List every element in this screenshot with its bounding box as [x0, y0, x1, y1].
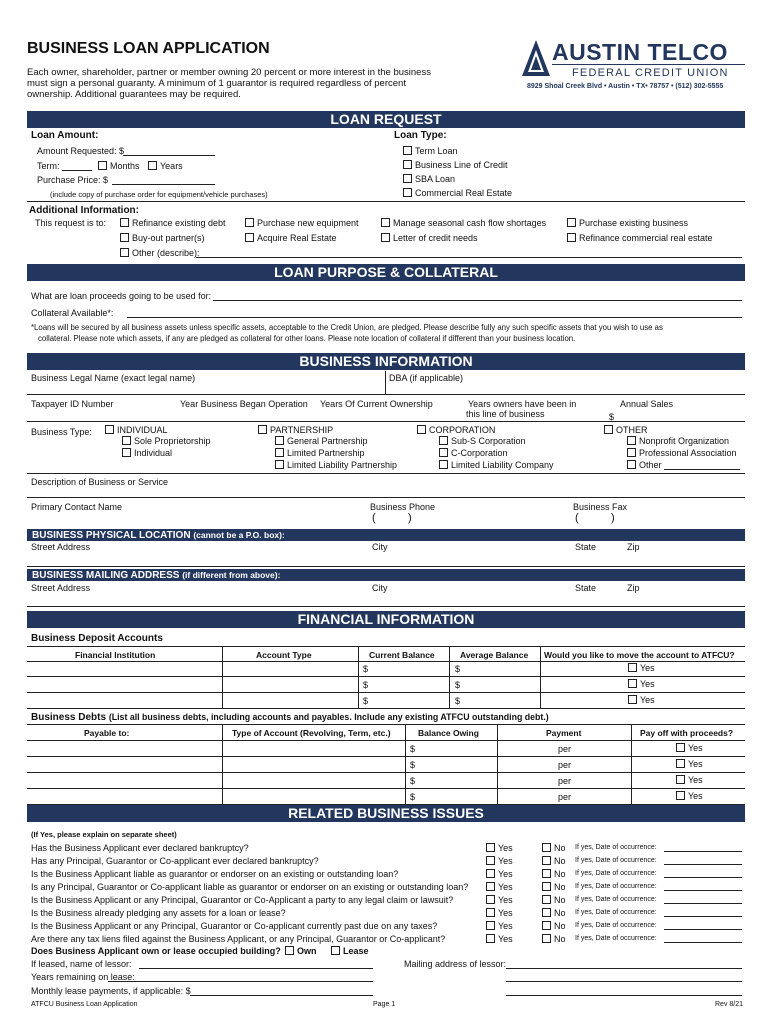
checkbox-icon[interactable]: [676, 791, 685, 800]
checkbox-icon[interactable]: [542, 882, 551, 891]
business-description-field[interactable]: [27, 497, 745, 498]
checkbox-icon[interactable]: [567, 233, 576, 242]
related-yes-option[interactable]: Yes: [486, 934, 513, 944]
checkbox-icon[interactable]: [486, 895, 495, 904]
checkbox-icon[interactable]: [486, 908, 495, 917]
years-owners-label-2: this line of business: [466, 409, 545, 419]
date-occurrence-field[interactable]: [664, 890, 742, 891]
dep-row2-average[interactable]: $: [455, 680, 461, 690]
checkbox-icon[interactable]: [542, 908, 551, 917]
date-occurrence-field[interactable]: [664, 916, 742, 917]
col-balance-owing: Balance Owing: [418, 728, 479, 738]
lessor-address-field[interactable]: [506, 968, 742, 969]
term-label: Term:: [37, 161, 60, 171]
type-individual[interactable]: INDIVIDUAL: [105, 425, 168, 435]
financial-info-band: FINANCIAL INFORMATION: [27, 611, 745, 628]
checkbox-icon[interactable]: [542, 856, 551, 865]
debt-row4-payoff[interactable]: Yes: [676, 791, 703, 801]
date-occurrence-field[interactable]: [664, 929, 742, 930]
checkbox-icon[interactable]: [122, 436, 131, 445]
phone-paren-close: ): [408, 512, 412, 524]
checkbox-icon[interactable]: [676, 775, 685, 784]
related-no-option[interactable]: No: [542, 908, 566, 918]
related-yes-option[interactable]: Yes: [486, 895, 513, 905]
related-no-option[interactable]: No: [542, 856, 566, 866]
physical-address-field[interactable]: [27, 566, 745, 567]
years-remaining-field[interactable]: [108, 981, 373, 982]
dep-row1-current[interactable]: $: [363, 664, 369, 674]
intro-line-2: must sign a personal guaranty. A minimum of 1 guarantor is required regardless of percent: [27, 78, 406, 89]
debt-row1-per: per: [558, 744, 572, 754]
opt-buyout[interactable]: Buy-out partner(s): [120, 233, 205, 243]
checkbox-icon[interactable]: [245, 218, 254, 227]
business-phone-label: Business Phone: [370, 502, 436, 512]
term-field[interactable]: [62, 170, 92, 171]
checkbox-icon[interactable]: [120, 233, 129, 242]
date-occurrence-label: If yes, Date of occurrence:: [575, 870, 657, 877]
checkbox-icon[interactable]: [542, 895, 551, 904]
mailing-address-band: BUSINESS MAILING ADDRESS (if different from above):: [27, 569, 745, 581]
collateral-field[interactable]: [127, 317, 742, 318]
mailing-state-label: State: [575, 583, 597, 593]
proceeds-question: What are loan proceeds going to be used for:: [31, 291, 212, 301]
checkbox-icon[interactable]: [628, 679, 637, 688]
checkbox-icon[interactable]: [381, 218, 390, 227]
date-occurrence-label: If yes, Date of occurrence:: [575, 844, 657, 851]
checkbox-icon[interactable]: [122, 448, 131, 457]
checkbox-icon[interactable]: [542, 843, 551, 852]
related-question-text: Is the Business already pledging any assets for a loan or lease?: [31, 908, 286, 918]
type-llp[interactable]: Limited Liability Partnership: [275, 460, 397, 470]
years-checkbox[interactable]: [148, 161, 157, 170]
footer-form-name: ATFCU Business Loan Application: [31, 1001, 138, 1008]
type-subs[interactable]: Sub-S Corporation: [439, 436, 526, 446]
own-option[interactable]: Own: [285, 946, 317, 956]
opt-letter-credit[interactable]: Letter of credit needs: [381, 233, 478, 243]
related-yes-option[interactable]: Yes: [486, 882, 513, 892]
date-occurrence-field[interactable]: [664, 903, 742, 904]
col-type-of-account: Type of Account (Revolving, Term, etc.): [232, 728, 391, 738]
term-years-option[interactable]: Years: [148, 161, 183, 171]
loan-amount-heading: Loan Amount:: [31, 130, 99, 141]
date-occurrence-field[interactable]: [664, 864, 742, 865]
related-yes-option[interactable]: Yes: [486, 869, 513, 879]
physical-zip-label: Zip: [627, 542, 640, 552]
other-describe-field[interactable]: [196, 257, 742, 258]
type-prof-assoc[interactable]: Professional Association: [627, 448, 737, 458]
debt-row2-payoff[interactable]: Yes: [676, 759, 703, 769]
checkbox-icon[interactable]: [258, 425, 267, 434]
dep-row1-average[interactable]: $: [455, 664, 461, 674]
date-occurrence-label: If yes, Date of occurrence:: [575, 922, 657, 929]
checkbox-icon[interactable]: [627, 448, 636, 457]
col-payment: Payment: [546, 728, 582, 738]
checkbox-icon[interactable]: [486, 856, 495, 865]
date-occurrence-field[interactable]: [664, 851, 742, 852]
related-question-text: Has the Business Applicant ever declared bankruptcy?: [31, 843, 249, 853]
checkbox-icon[interactable]: [542, 921, 551, 930]
checkbox-icon[interactable]: [403, 174, 412, 183]
checkbox-icon[interactable]: [105, 425, 114, 434]
year-began-label: Year Business Began Operation: [180, 399, 308, 409]
opt-real-estate[interactable]: Acquire Real Estate: [245, 233, 337, 243]
checkbox-icon[interactable]: [486, 934, 495, 943]
related-question-text: Is the Business Applicant liable as guarantor or endorser on an existing or outstanding loan?: [31, 869, 399, 879]
related-no-option[interactable]: No: [542, 895, 566, 905]
debt-row3-per: per: [558, 776, 572, 786]
related-yes-option[interactable]: Yes: [486, 908, 513, 918]
col-financial-institution: Financial Institution: [75, 650, 156, 660]
loan-type-term[interactable]: Term Loan: [403, 146, 458, 156]
logo-name: AUSTIN TELCO: [552, 39, 728, 65]
logo-address: 8929 Shoal Creek Blvd • Austin • TX• 78757 • (512) 302-5555: [527, 83, 724, 90]
loan-type-sba[interactable]: SBA Loan: [403, 174, 455, 184]
physical-city-label: City: [372, 542, 388, 552]
checkbox-icon[interactable]: [403, 188, 412, 197]
opt-new-equipment[interactable]: Purchase new equipment: [245, 218, 359, 228]
checkbox-icon[interactable]: [439, 436, 448, 445]
related-no-option[interactable]: No: [542, 921, 566, 931]
business-info-band: BUSINESS INFORMATION: [27, 353, 745, 370]
loan-request-band: LOAN REQUEST: [27, 111, 745, 128]
checkbox-icon[interactable]: [285, 946, 294, 955]
type-general-partnership[interactable]: General Partnership: [275, 436, 368, 446]
opt-seasonal-cash[interactable]: Manage seasonal cash flow shortages: [381, 218, 546, 228]
purchase-order-note: (include copy of purchase order for equipment/vehicle purchases): [50, 190, 268, 199]
debt-row3-payoff[interactable]: Yes: [676, 775, 703, 785]
related-yes-option[interactable]: Yes: [486, 856, 513, 866]
related-question-text: Are there any tax liens filed against the Business Applicant, or any Principal, Guarantor or Co-applicant?: [31, 934, 446, 944]
deposit-accounts-heading: Business Deposit Accounts: [31, 633, 163, 644]
date-occurrence-field[interactable]: [664, 877, 742, 878]
checkbox-icon[interactable]: [275, 436, 284, 445]
primary-contact-label: Primary Contact Name: [31, 502, 123, 512]
dba-label: DBA (if applicable): [389, 373, 464, 383]
col-move-account: Would you like to move the account to ATFCU?: [544, 650, 735, 660]
opt-other[interactable]: Other (describe):: [120, 248, 200, 258]
collateral-note-1: *Loans will be secured by all business assets unless specific assets, acceptable to the Credit Union, are pledged. Please describe fully any such specific assets that you wish to use as: [31, 323, 663, 332]
checkbox-icon[interactable]: [486, 882, 495, 891]
tax-id-label: Taxpayer ID Number: [31, 399, 114, 409]
lessor-address-field-3[interactable]: [506, 995, 742, 996]
col-average-balance: Average Balance: [460, 650, 529, 660]
date-occurrence-label: If yes, Date of occurrence:: [575, 909, 657, 916]
physical-state-label: State: [575, 542, 597, 552]
loan-type-cre[interactable]: Commercial Real Estate: [403, 188, 512, 198]
debt-row1-balance[interactable]: $: [410, 744, 416, 754]
collateral-note-2: collateral. Please note which assets, if any are pledged as collateral for other loans. Please note location of collateral if different than your business location.: [38, 334, 576, 343]
additional-info-heading: Additional Information:: [29, 205, 139, 216]
loan-type-heading: Loan Type:: [394, 130, 447, 141]
collateral-question: Collateral Available*:: [31, 308, 114, 318]
type-llc[interactable]: Limited Liability Company: [439, 460, 554, 470]
months-checkbox[interactable]: [98, 161, 107, 170]
col-current-balance: Current Balance: [369, 650, 435, 660]
loan-type-loc[interactable]: Business Line of Credit: [403, 160, 508, 170]
checkbox-icon[interactable]: [381, 233, 390, 242]
checkbox-icon[interactable]: [403, 146, 412, 155]
checkbox-icon[interactable]: [120, 248, 129, 257]
lessor-name-field[interactable]: [139, 968, 373, 969]
checkbox-icon[interactable]: [628, 663, 637, 672]
checkbox-icon[interactable]: [604, 425, 613, 434]
dep-row2-move[interactable]: Yes: [628, 679, 655, 689]
col-payable-to: Payable to:: [84, 728, 130, 738]
date-occurrence-label: If yes, Date of occurrence:: [575, 883, 657, 890]
type-limited-partnership[interactable]: Limited Partnership: [275, 448, 365, 458]
checkbox-icon[interactable]: [567, 218, 576, 227]
related-question-text: Is any Principal, Guarantor or Co-applicant liable as guarantor or endorser on an existing or outstanding loan?: [31, 882, 469, 892]
business-description-label: Description of Business or Service: [31, 477, 169, 487]
dep-row3-move[interactable]: Yes: [628, 695, 655, 705]
amount-requested-label: Amount Requested: $: [37, 146, 125, 156]
related-question-text: Has any Principal, Guarantor or Co-applicant ever declared bankruptcy?: [31, 856, 319, 866]
debt-row4-per: per: [558, 792, 572, 802]
checkbox-icon[interactable]: [486, 869, 495, 878]
checkbox-icon[interactable]: [628, 695, 637, 704]
lessor-address-label: Mailing address of lessor:: [404, 959, 507, 969]
related-note: (If Yes, please explain on separate sheet): [31, 830, 177, 839]
mailing-city-label: City: [372, 583, 388, 593]
lease-option[interactable]: Lease: [331, 946, 369, 956]
checkbox-icon[interactable]: [275, 460, 284, 469]
checkbox-icon[interactable]: [439, 448, 448, 457]
checkbox-icon[interactable]: [627, 460, 636, 469]
type-partnership[interactable]: PARTNERSHIP: [258, 425, 333, 435]
business-debts-heading: Business Debts (List all business debts, including accounts and payables. Include any existing ATFCU outstanding debt.): [31, 712, 549, 723]
opt-refinance-debt[interactable]: Refinance existing debt: [120, 218, 226, 228]
years-remaining-label: Years remaining on lease:: [31, 972, 135, 982]
physical-location-band: BUSINESS PHYSICAL LOCATION (cannot be a P.O. box):: [27, 529, 745, 541]
checkbox-icon[interactable]: [542, 869, 551, 878]
annual-sales-label: Annual Sales: [620, 399, 674, 409]
fax-paren-open: (: [575, 512, 579, 524]
checkbox-icon[interactable]: [275, 448, 284, 457]
debt-row3-balance[interactable]: $: [410, 776, 416, 786]
checkbox-icon[interactable]: [439, 460, 448, 469]
legal-name-label: Business Legal Name (exact legal name): [31, 373, 196, 383]
proceeds-field[interactable]: [213, 300, 742, 301]
dep-row3-average[interactable]: $: [455, 696, 461, 706]
type-other-2[interactable]: Other: [627, 460, 662, 470]
business-type-label: Business Type:: [31, 427, 92, 437]
lessor-address-field-2[interactable]: [506, 981, 742, 982]
checkbox-icon[interactable]: [403, 160, 412, 169]
mailing-address-field[interactable]: [27, 606, 745, 607]
type-ccorp[interactable]: C-Corporation: [439, 448, 508, 458]
footer-page-number: Page 1: [373, 1001, 396, 1008]
type-sole-prop[interactable]: Sole Proprietorship: [122, 436, 211, 446]
related-no-option[interactable]: No: [542, 934, 566, 944]
dep-row2-current[interactable]: $: [363, 680, 369, 690]
own-lease-question: Does Business Applicant own or lease occupied building?: [31, 946, 281, 956]
related-question-text: Is the Business Applicant or any Principal, Guarantor or Co-Applicant a party to any legal claim or lawsuit?: [31, 895, 454, 905]
atfcu-logo-icon: [522, 40, 550, 76]
type-corporation[interactable]: CORPORATION: [417, 425, 495, 435]
page-title: BUSINESS LOAN APPLICATION: [27, 40, 270, 57]
related-no-option[interactable]: No: [542, 882, 566, 892]
amount-requested-field[interactable]: [123, 155, 215, 156]
dep-row1-move[interactable]: Yes: [628, 663, 655, 673]
checkbox-icon[interactable]: [417, 425, 426, 434]
monthly-payments-label: Monthly lease payments, if applicable: $: [31, 986, 191, 996]
request-is-to-label: This request is to:: [35, 218, 107, 228]
loan-purpose-band: LOAN PURPOSE & COLLATERAL: [27, 264, 745, 281]
debt-row1-payoff[interactable]: Yes: [676, 743, 703, 753]
years-ownership-label: Years Of Current Ownership: [320, 399, 433, 409]
annual-sales-dollar: $: [609, 412, 615, 422]
mailing-street-label: Street Address: [31, 583, 91, 593]
business-fax-label: Business Fax: [573, 502, 628, 512]
intro-line-3: ownership. Additional guarantees may be required.: [27, 89, 241, 100]
opt-refinance-cre[interactable]: Refinance commercial real estate: [567, 233, 713, 243]
checkbox-icon[interactable]: [542, 934, 551, 943]
checkbox-icon[interactable]: [120, 218, 129, 227]
debt-row4-balance[interactable]: $: [410, 792, 416, 802]
checkbox-icon[interactable]: [486, 843, 495, 852]
debt-row2-per: per: [558, 760, 572, 770]
related-question-text: Is the Business Applicant or any Principal, Guarantor or Co-applicant currently past due on any taxes?: [31, 921, 438, 931]
type-other[interactable]: OTHER: [604, 425, 648, 435]
related-no-option[interactable]: No: [542, 869, 566, 879]
type-individual-2[interactable]: Individual: [122, 448, 172, 458]
checkbox-icon[interactable]: [331, 946, 340, 955]
checkbox-icon[interactable]: [676, 759, 685, 768]
phone-paren-open: (: [372, 512, 376, 524]
monthly-payments-field[interactable]: [190, 995, 373, 996]
mailing-zip-label: Zip: [627, 583, 640, 593]
debt-row2-balance[interactable]: $: [410, 760, 416, 770]
checkbox-icon[interactable]: [245, 233, 254, 242]
related-no-option[interactable]: No: [542, 843, 566, 853]
date-occurrence-field[interactable]: [664, 942, 742, 943]
logo-subtitle: FEDERAL CREDIT UNION: [572, 67, 729, 79]
dep-row3-current[interactable]: $: [363, 696, 369, 706]
related-yes-option[interactable]: Yes: [486, 843, 513, 853]
checkbox-icon[interactable]: [486, 921, 495, 930]
checkbox-icon[interactable]: [627, 436, 636, 445]
other-type-field[interactable]: [664, 469, 740, 470]
date-occurrence-label: If yes, Date of occurrence:: [575, 935, 657, 942]
checkbox-icon[interactable]: [676, 743, 685, 752]
col-payoff: Pay off with proceeds?: [640, 728, 734, 738]
col-account-type: Account Type: [256, 650, 312, 660]
intro-line-1: Each owner, shareholder, partner or member owning 20 percent or more interest in the business: [27, 67, 431, 78]
legal-name-field[interactable]: [27, 394, 745, 395]
footer-revision: Rev 8/21: [715, 1001, 744, 1008]
years-owners-label-1: Years owners have been in: [468, 399, 577, 409]
date-occurrence-label: If yes, Date of occurrence:: [575, 896, 657, 903]
related-issues-band: RELATED BUSINESS ISSUES: [27, 805, 745, 822]
purchase-price-label: Purchase Price: $: [37, 175, 109, 185]
term-months-option[interactable]: Months: [98, 161, 140, 171]
date-occurrence-label: If yes, Date of occurrence:: [575, 857, 657, 864]
fax-paren-close: ): [611, 512, 615, 524]
opt-existing-business[interactable]: Purchase existing business: [567, 218, 688, 228]
purchase-price-field[interactable]: [112, 184, 215, 185]
physical-street-label: Street Address: [31, 542, 91, 552]
type-nonprofit[interactable]: Nonprofit Organization: [627, 436, 729, 446]
lessor-name-label: If leased, name of lessor:: [31, 959, 132, 969]
related-yes-option[interactable]: Yes: [486, 921, 513, 931]
